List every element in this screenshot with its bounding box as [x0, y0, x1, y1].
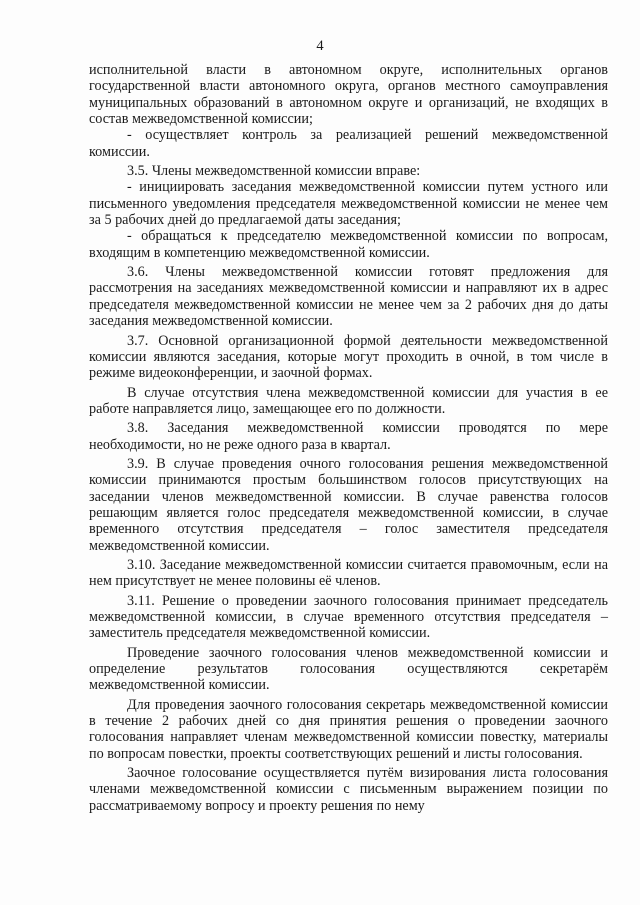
paragraph-absentee-voting-method: Заочное голосование осуществляется путём визирования листа голосования членами межведомственной комиссии с письменным выражением позиции по рассматриваемому вопросу и проекту решения по нему: [89, 765, 608, 814]
document-body: [89, 62, 608, 814]
paragraph-3-5: 3.5. Члены межведомственной комиссии вправе:: [127, 163, 421, 180]
paragraph-3-11: 3.11. Решение о проведении заочного голосования принимает председатель межведомственной комиссии, в случае временного отсутствия председателя – заместитель председателя межведомственной комиссии.: [89, 592, 608, 642]
paragraph-initiate-meetings: - инициировать заседания межведомственной комиссии путем устного или письменного уведомления председателя межведомственной комиссии не менее чем за 5 рабочих дней до предлагаемой даты заседания;: [89, 179, 608, 229]
paragraph-absentee-voting-secretary: Проведение заочного голосования членов межведомственной комиссии и определение результатов голосования осуществляются секретарём межведомственной комиссии.: [89, 644, 608, 694]
paragraph-absence: В случае отсутствия члена межведомственной комиссии для участия в ее работе направляется лицо, замещающее его по должности.: [89, 384, 608, 417]
paragraph-address-chair: - обращаться к председателю межведомственной комиссии по вопросам, входящим в компетенцию межведомственной комиссии.: [89, 228, 608, 261]
paragraph-3-7: 3.7. Основной организационной формой деятельности межведомственной комиссии являются заседания, которые могут проходить в очной, в том числе в режиме видеоконференции, и заочной формах.: [89, 332, 608, 382]
page-number: 4: [316, 38, 324, 54]
paragraph-control-duty: - осуществляет контроль за реализацией решений межведомственной комиссии.: [89, 127, 608, 160]
paragraph-3-6: 3.6. Члены межведомственной комиссии готовят предложения для рассмотрения на заседаниях межведомственной комиссии и направляют их в адрес председателя межведомственной комиссии не менее чем за 2 рабочих дня до даты заседания межведомственной комиссии.: [89, 264, 608, 330]
paragraph-3-9: 3.9. В случае проведения очного голосования решения межведомственной комиссии принимаются простым большинством голосов присутствующих на заседании членов межведомственной комиссии. В случае равенства голосов решающим является голос председателя межведомственной комиссии, в случае временного отсутствия председателя – голос заместителя председателя межведомственной комиссии.: [89, 455, 608, 554]
paragraph-3-8: 3.8. Заседания межведомственной комиссии проводятся по мере необходимости, но не реже одного раза в квартал.: [89, 420, 608, 453]
paragraph-3-10: 3.10. Заседание межведомственной комиссии считается правомочным, если на нем присутствует не менее половины её членов.: [89, 556, 608, 590]
paragraph-continuation: исполнительной власти в автономном округе, исполнительных органов государственной власти автономного округа, органов местного самоуправления муниципальных образований в автономном округе и организаций, не входящих в состав межведомственной комиссии;: [89, 62, 608, 128]
paragraph-absentee-voting-procedure: Для проведения заочного голосования секретарь межведомственной комиссии в течение 2 рабочих дней со дня принятия решения о проведении заочного голосования направляет членам межведомственной комиссии повестку, материалы по вопросам повестки, проекты соответствующих решений и листы голосования.: [89, 696, 608, 762]
